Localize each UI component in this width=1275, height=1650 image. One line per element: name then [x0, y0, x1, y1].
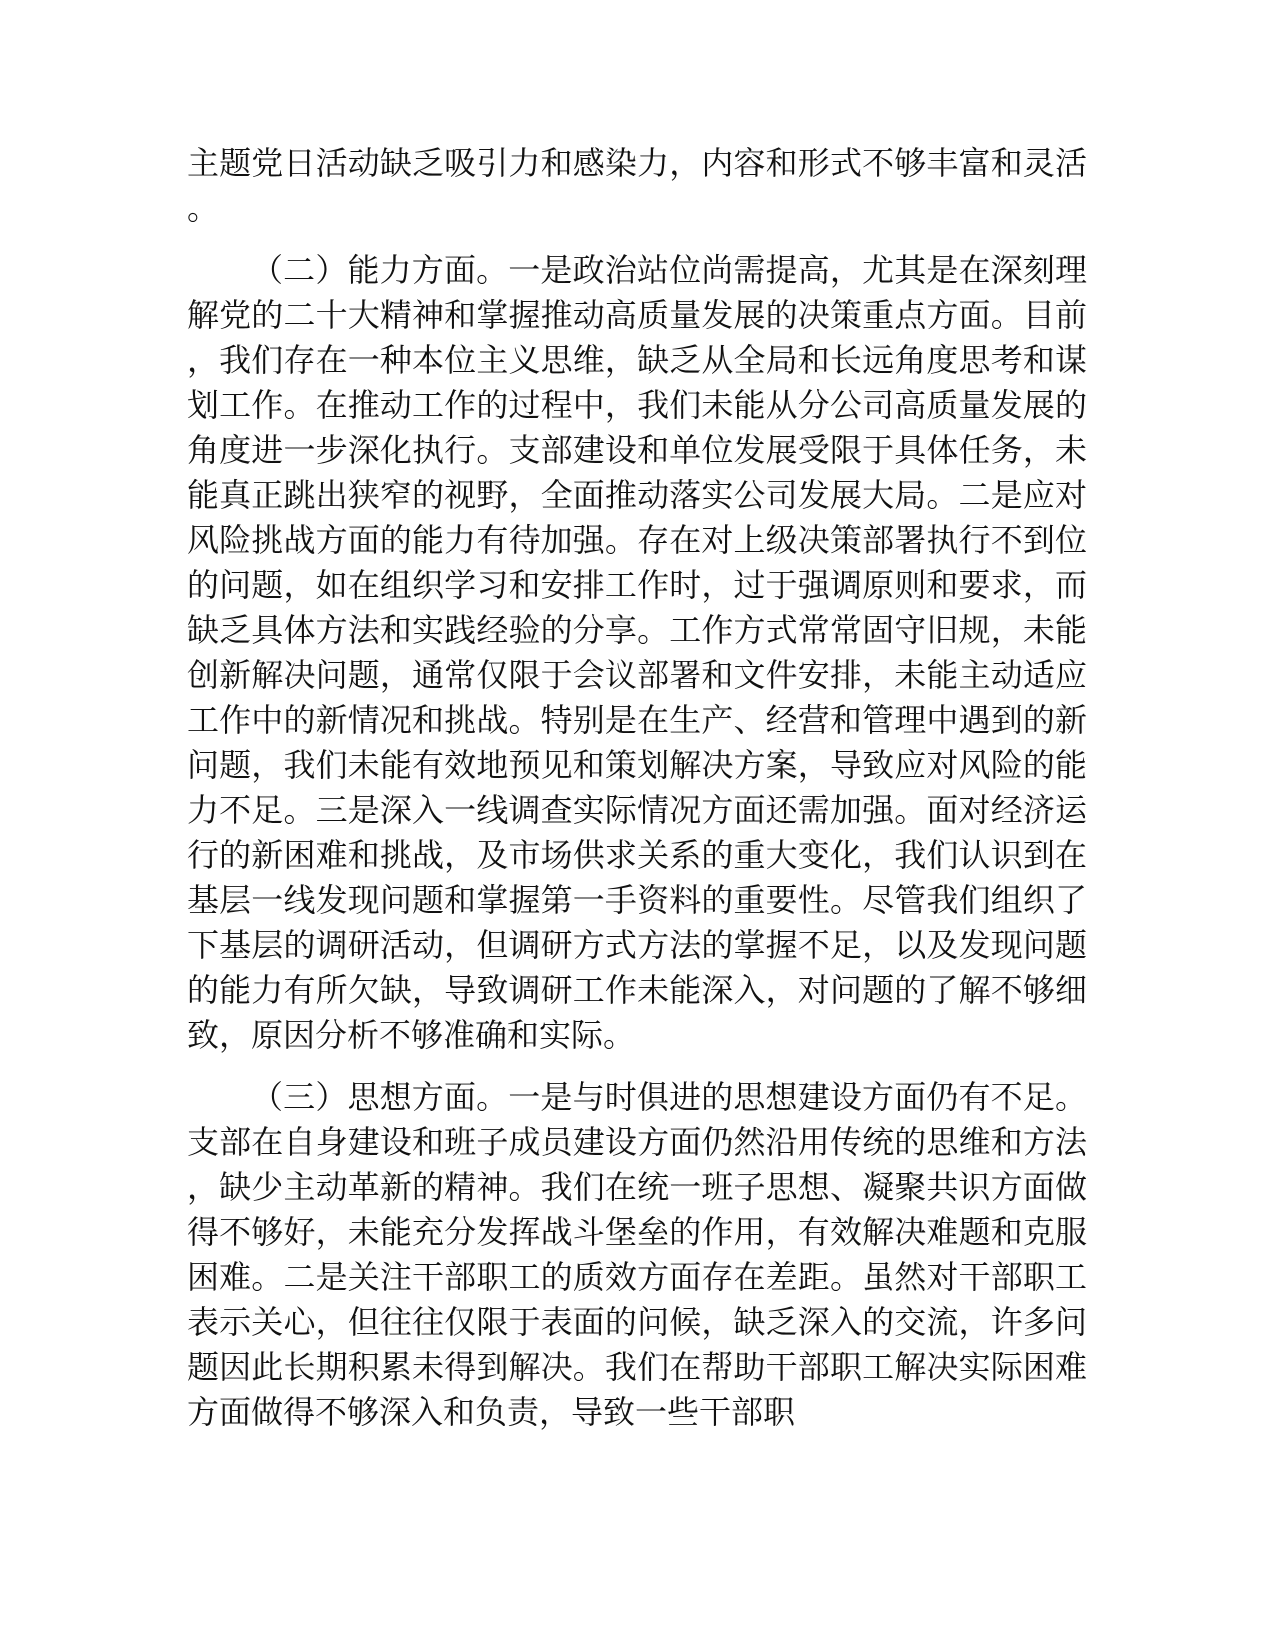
paragraph-continuation: 主题党日活动缺乏吸引力和感染力，内容和形式不够丰富和灵活。	[187, 144, 1087, 227]
paragraph-thought-section: （三）思想方面。一是与时俱进的思想建设方面仍有不足。支部在自身建设和班子成员建设方面仍然沿用传统的思维和方法，缺少主动革新的精神。我们在统一班子思想、凝聚共识方面做得不够好，未能充分发挥战斗堡垒的作用，有效解决难题和克服困难。二是关注干部职工的质效方面存在差距。虽然对干部职工表示关心，但往往仅限于表面的问候，缺乏深入的交流，许多问题因此长期积累未得到解决。我们在帮助干部职工解决实际困难方面做得不够深入和负责，导致一些干部职	[187, 1078, 1087, 1431]
paragraph-ability-section: （二）能力方面。一是政治站位尚需提高，尤其是在深刻理解党的二十大精神和掌握推动高质量发展的决策重点方面。目前，我们存在一种本位主义思维，缺乏从全局和长远角度思考和谋划工作。在推动工作的过程中，我们未能从分公司高质量发展的角度进一步深化执行。支部建设和单位发展受限于具体任务，未能真正跳出狭窄的视野，全面推动落实公司发展大局。二是应对风险挑战方面的能力有待加强。存在对上级决策部署执行不到位的问题，如在组织学习和安排工作时，过于强调原则和要求，而缺乏具体方法和实践经验的分享。工作方式常常固守旧规，未能创新解决问题，通常仅限于会议部署和文件安排，未能主动适应工作中的新情况和挑战。特别是在生产、经营和管理中遇到的新问题，我们未能有效地预见和策划解决方案，导致应对风险的能力不足。三是深入一线调查实际情况方面还需加强。面对经济运行的新困难和挑战，及市场供求关系的重大变化，我们认识到在基层一线发现问题和掌握第一手资料的重要性。尽管我们组织了下基层的调研活动，但调研方式方法的掌握不足，以及发现问题的能力有所欠缺，导致调研工作未能深入，对问题的了解不够细致，原因分析不够准确和实际。	[187, 251, 1087, 1054]
document-body	[187, 141, 1087, 1435]
